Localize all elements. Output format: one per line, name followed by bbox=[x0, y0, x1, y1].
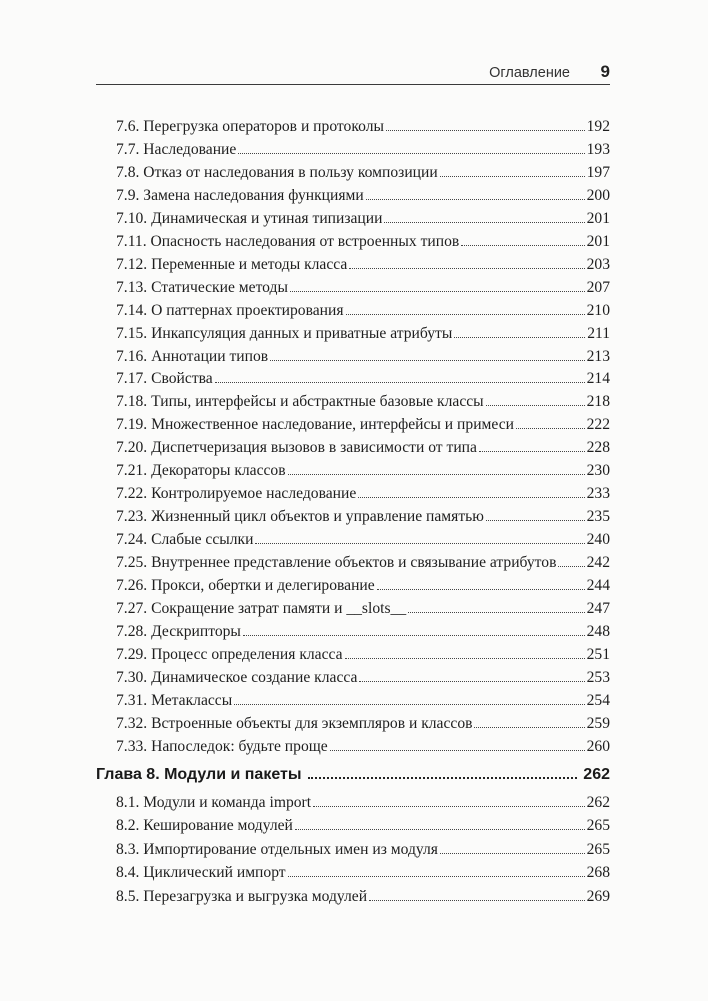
toc-entry-label bbox=[116, 577, 375, 595]
section-page: 262 bbox=[586, 794, 610, 811]
running-header bbox=[96, 62, 610, 85]
section-title: Аннотации типов bbox=[151, 347, 269, 365]
section-title: Сокращение затрат памяти и __slots__ bbox=[151, 599, 407, 617]
toc-entry[interactable] bbox=[116, 888, 610, 910]
dot-leader bbox=[384, 212, 584, 223]
section-page: 265 bbox=[586, 840, 610, 858]
dot-leader bbox=[486, 510, 585, 521]
toc-entry[interactable] bbox=[116, 370, 610, 392]
section-title: Кеширование модулей bbox=[143, 817, 293, 835]
section-page: 247 bbox=[586, 599, 610, 617]
toc-entry-label bbox=[116, 187, 364, 205]
section-number: 7.23. bbox=[116, 508, 148, 526]
toc-entry-label bbox=[116, 348, 268, 366]
toc-entry-label bbox=[116, 669, 357, 687]
section-number: 7.26. bbox=[116, 577, 148, 594]
dot-leader bbox=[408, 602, 584, 613]
dot-leader bbox=[516, 418, 585, 429]
toc-entry[interactable] bbox=[116, 141, 610, 163]
section-title: Внутреннее представление объектов и связывание атрибутов bbox=[151, 554, 557, 572]
section-title: Контролируемое наследование bbox=[151, 485, 357, 503]
section-page: 259 bbox=[586, 714, 610, 732]
section-page: 233 bbox=[586, 485, 610, 503]
section-title: Замена наследования функциями bbox=[143, 186, 364, 204]
section-page: 197 bbox=[586, 163, 610, 181]
toc-entry-label bbox=[116, 864, 286, 882]
toc-entry-label bbox=[116, 233, 459, 251]
section-page: 230 bbox=[586, 462, 610, 480]
dot-leader bbox=[290, 281, 585, 292]
dot-leader bbox=[215, 372, 585, 383]
page-number: 9 bbox=[600, 62, 610, 81]
section-page: 201 bbox=[586, 232, 610, 250]
section-number: 8.3. bbox=[116, 840, 140, 858]
toc-entry[interactable] bbox=[116, 348, 610, 370]
toc-entry[interactable] bbox=[116, 393, 610, 415]
section-number: 7.13. bbox=[116, 278, 148, 296]
section-title: Перегрузка операторов и протоколы bbox=[143, 118, 384, 135]
section-page: 228 bbox=[586, 439, 610, 457]
section-title: Метаклассы bbox=[151, 691, 233, 709]
dot-leader bbox=[558, 556, 584, 567]
dot-leader bbox=[349, 258, 584, 269]
section-page: 244 bbox=[586, 577, 610, 594]
toc-entry-label bbox=[116, 462, 286, 480]
toc-entry[interactable] bbox=[116, 600, 610, 622]
toc-entry-label bbox=[116, 817, 293, 835]
toc-entry[interactable] bbox=[116, 325, 610, 347]
toc-entry[interactable] bbox=[116, 817, 610, 839]
toc-entry[interactable] bbox=[116, 439, 610, 461]
toc-entry-label bbox=[116, 692, 232, 710]
dot-leader bbox=[313, 796, 585, 807]
section-number: 7.14. bbox=[116, 301, 148, 319]
section-page: 235 bbox=[586, 508, 610, 526]
section-page: 207 bbox=[586, 278, 610, 296]
section-title: Наследование bbox=[143, 140, 237, 158]
toc-entry[interactable] bbox=[116, 118, 610, 140]
toc-entry-label bbox=[116, 302, 344, 320]
header-title: Оглавление bbox=[489, 65, 570, 81]
dot-leader bbox=[440, 166, 585, 177]
section-title: Прокси, обертки и делегирование bbox=[151, 577, 375, 594]
toc-entry-label bbox=[116, 485, 356, 503]
section-number: 7.10. bbox=[116, 209, 148, 227]
section-number: 7.22. bbox=[116, 485, 148, 503]
section-number: 7.18. bbox=[116, 393, 148, 411]
section-number: 7.25. bbox=[116, 554, 148, 572]
section-title: Типы, интерфейсы и абстрактные базовые классы bbox=[151, 393, 484, 411]
toc-entry[interactable] bbox=[116, 554, 610, 576]
section-page: 251 bbox=[586, 645, 610, 663]
section-title: Циклический импорт bbox=[143, 864, 286, 882]
toc-entry-label bbox=[116, 841, 438, 859]
section-page: 240 bbox=[586, 531, 610, 549]
toc-entry[interactable] bbox=[116, 794, 610, 816]
toc-entry[interactable] bbox=[116, 233, 610, 255]
section-number: 7.16. bbox=[116, 347, 148, 365]
section-title: Встроенные объекты для экземпляров и классов bbox=[151, 714, 473, 732]
section-page: 213 bbox=[586, 347, 610, 365]
toc-entry[interactable] bbox=[116, 416, 610, 438]
dot-leader bbox=[238, 143, 584, 154]
section-title: Статические методы bbox=[151, 278, 288, 296]
section-page: 269 bbox=[586, 887, 610, 905]
section-page: 214 bbox=[586, 370, 610, 388]
toc-entry[interactable] bbox=[116, 256, 610, 278]
section-number: 7.33. bbox=[116, 737, 148, 755]
toc-entry[interactable] bbox=[116, 485, 610, 507]
section-page: 192 bbox=[586, 118, 610, 135]
dot-leader bbox=[243, 625, 585, 636]
dot-leader bbox=[377, 579, 585, 590]
section-title: Перезагрузка и выгрузка модулей bbox=[143, 887, 368, 905]
toc-entry[interactable] bbox=[116, 508, 610, 530]
toc-entry[interactable] bbox=[116, 623, 610, 645]
toc-entry-label bbox=[116, 164, 438, 182]
section-title: Процесс определения класса bbox=[151, 645, 343, 663]
dot-leader bbox=[288, 866, 585, 877]
section-number: 7.9. bbox=[116, 186, 140, 204]
toc-entry-label bbox=[116, 279, 288, 297]
section-page: 254 bbox=[586, 691, 610, 709]
toc-entry-label bbox=[116, 600, 406, 618]
toc-entry[interactable] bbox=[116, 531, 610, 553]
dot-leader bbox=[308, 767, 578, 779]
toc-entry[interactable] bbox=[116, 187, 610, 209]
section-page: 242 bbox=[586, 554, 610, 572]
section-title: Напоследок: будьте проще bbox=[151, 737, 328, 755]
section-title: Динамическая и утиная типизации bbox=[151, 209, 383, 227]
section-title: Отказ от наследования в пользу композиции bbox=[143, 163, 438, 181]
toc-entry-label bbox=[116, 141, 236, 159]
section-number: 7.20. bbox=[116, 439, 148, 457]
dot-leader bbox=[386, 120, 585, 131]
section-page: 248 bbox=[586, 622, 610, 640]
section-page: 218 bbox=[586, 393, 610, 411]
toc-entry[interactable] bbox=[116, 864, 610, 886]
section-number: 7.12. bbox=[116, 255, 148, 273]
toc-entry[interactable] bbox=[116, 164, 610, 186]
section-number: 8.2. bbox=[116, 817, 140, 835]
dot-leader bbox=[366, 189, 585, 200]
toc-entry-label bbox=[116, 508, 484, 526]
toc-entry[interactable] bbox=[116, 302, 610, 324]
dot-leader bbox=[486, 395, 585, 406]
toc-entry-label bbox=[116, 888, 367, 906]
toc-entry[interactable] bbox=[116, 669, 610, 691]
toc-entry-label bbox=[116, 416, 514, 434]
section-title: Множественное наследование, интерфейсы и примеси bbox=[151, 416, 514, 434]
toc-entry-label bbox=[116, 646, 343, 664]
section-number: 7.21. bbox=[116, 462, 148, 480]
section-title: Опасность наследования от встроенных типов bbox=[150, 232, 460, 250]
dot-leader bbox=[234, 694, 584, 705]
toc-entry-label bbox=[116, 393, 484, 411]
toc-entry-label bbox=[116, 623, 241, 641]
dot-leader bbox=[454, 327, 585, 338]
section-number: 8.5. bbox=[116, 887, 140, 905]
chapter-page: 262 bbox=[583, 766, 610, 783]
chapter-title: Глава 8. Модули и пакеты bbox=[96, 766, 302, 783]
toc-entry-label bbox=[116, 531, 253, 549]
section-page: 201 bbox=[586, 209, 610, 227]
section-page: 203 bbox=[586, 255, 610, 273]
section-title: Дескрипторы bbox=[151, 622, 241, 640]
section-page: 211 bbox=[587, 324, 610, 342]
toc-entry[interactable] bbox=[116, 279, 610, 301]
toc-entry-label bbox=[116, 256, 347, 274]
toc-entry[interactable] bbox=[116, 577, 610, 599]
section-number: 7.11. bbox=[116, 232, 147, 250]
section-title: Жизненный цикл объектов и управление памятью bbox=[151, 508, 484, 526]
dot-leader bbox=[346, 304, 585, 315]
section-title: Динамическое создание класса bbox=[151, 668, 358, 686]
section-page: 260 bbox=[586, 737, 610, 755]
section-number: 7.29. bbox=[116, 645, 148, 663]
dot-leader bbox=[461, 235, 584, 246]
section-page: 268 bbox=[586, 864, 610, 882]
toc-entry[interactable] bbox=[116, 715, 610, 737]
toc-entry-label bbox=[116, 794, 311, 812]
section-number: 7.24. bbox=[116, 531, 148, 549]
section-number: 8.4. bbox=[116, 864, 140, 882]
section-page: 193 bbox=[586, 140, 610, 158]
section-number: 7.30. bbox=[116, 668, 148, 686]
section-number: 7.32. bbox=[116, 714, 148, 732]
dot-leader bbox=[330, 740, 585, 751]
chapter-heading-8[interactable] bbox=[96, 766, 610, 790]
section-title: Слабые ссылки bbox=[151, 531, 254, 549]
section-number: 7.6. bbox=[116, 118, 140, 135]
section-number: 7.19. bbox=[116, 416, 148, 434]
section-title: Диспетчеризация вызовов в зависимости от типа bbox=[151, 439, 477, 457]
section-title: Импортирование отдельных имен из модуля bbox=[143, 840, 438, 858]
section-number: 7.27. bbox=[116, 599, 148, 617]
toc-entry-label bbox=[116, 738, 328, 756]
dot-leader bbox=[440, 843, 585, 854]
dot-leader bbox=[359, 671, 584, 682]
dot-leader bbox=[479, 441, 585, 452]
section-number: 7.31. bbox=[116, 691, 148, 709]
section-title: Декораторы классов bbox=[151, 462, 286, 480]
section-number: 7.8. bbox=[116, 163, 140, 181]
section-number: 8.1. bbox=[116, 794, 140, 811]
dot-leader bbox=[474, 717, 584, 728]
toc-entry[interactable] bbox=[116, 210, 610, 232]
section-number: 7.7. bbox=[116, 140, 140, 158]
section-page: 210 bbox=[586, 301, 610, 319]
section-title: Переменные и методы класса bbox=[151, 255, 348, 273]
section-title: О паттернах проектирования bbox=[151, 301, 344, 319]
dot-leader bbox=[295, 819, 585, 830]
section-page: 200 bbox=[586, 186, 610, 204]
section-title: Модули и команда import bbox=[143, 794, 312, 811]
toc-entry-label bbox=[116, 370, 213, 388]
toc-entry-label bbox=[116, 118, 384, 136]
section-page: 265 bbox=[586, 817, 610, 835]
section-number: 7.17. bbox=[116, 370, 148, 388]
dot-leader bbox=[270, 350, 584, 361]
section-title: Свойства bbox=[151, 370, 213, 388]
dot-leader bbox=[369, 890, 585, 901]
section-page: 253 bbox=[586, 668, 610, 686]
section-title: Инкапсуляция данных и приватные атрибуты bbox=[151, 324, 453, 342]
section-number: 7.15. bbox=[116, 324, 148, 342]
section-page: 222 bbox=[586, 416, 610, 434]
toc-entry-label bbox=[116, 439, 477, 457]
dot-leader bbox=[358, 487, 584, 498]
dot-leader bbox=[345, 648, 585, 659]
dot-leader bbox=[255, 533, 584, 544]
toc-entry[interactable] bbox=[116, 462, 610, 484]
toc-entry[interactable] bbox=[116, 841, 610, 863]
toc-entry[interactable] bbox=[116, 738, 610, 760]
toc-entry-label bbox=[116, 715, 472, 733]
toc-entry-label bbox=[116, 554, 556, 572]
toc-entry-label bbox=[116, 325, 452, 343]
section-number: 7.28. bbox=[116, 622, 148, 640]
toc-entry-label bbox=[116, 210, 382, 228]
dot-leader bbox=[288, 464, 585, 475]
toc-entry[interactable] bbox=[116, 692, 610, 714]
toc-entry[interactable] bbox=[116, 646, 610, 668]
